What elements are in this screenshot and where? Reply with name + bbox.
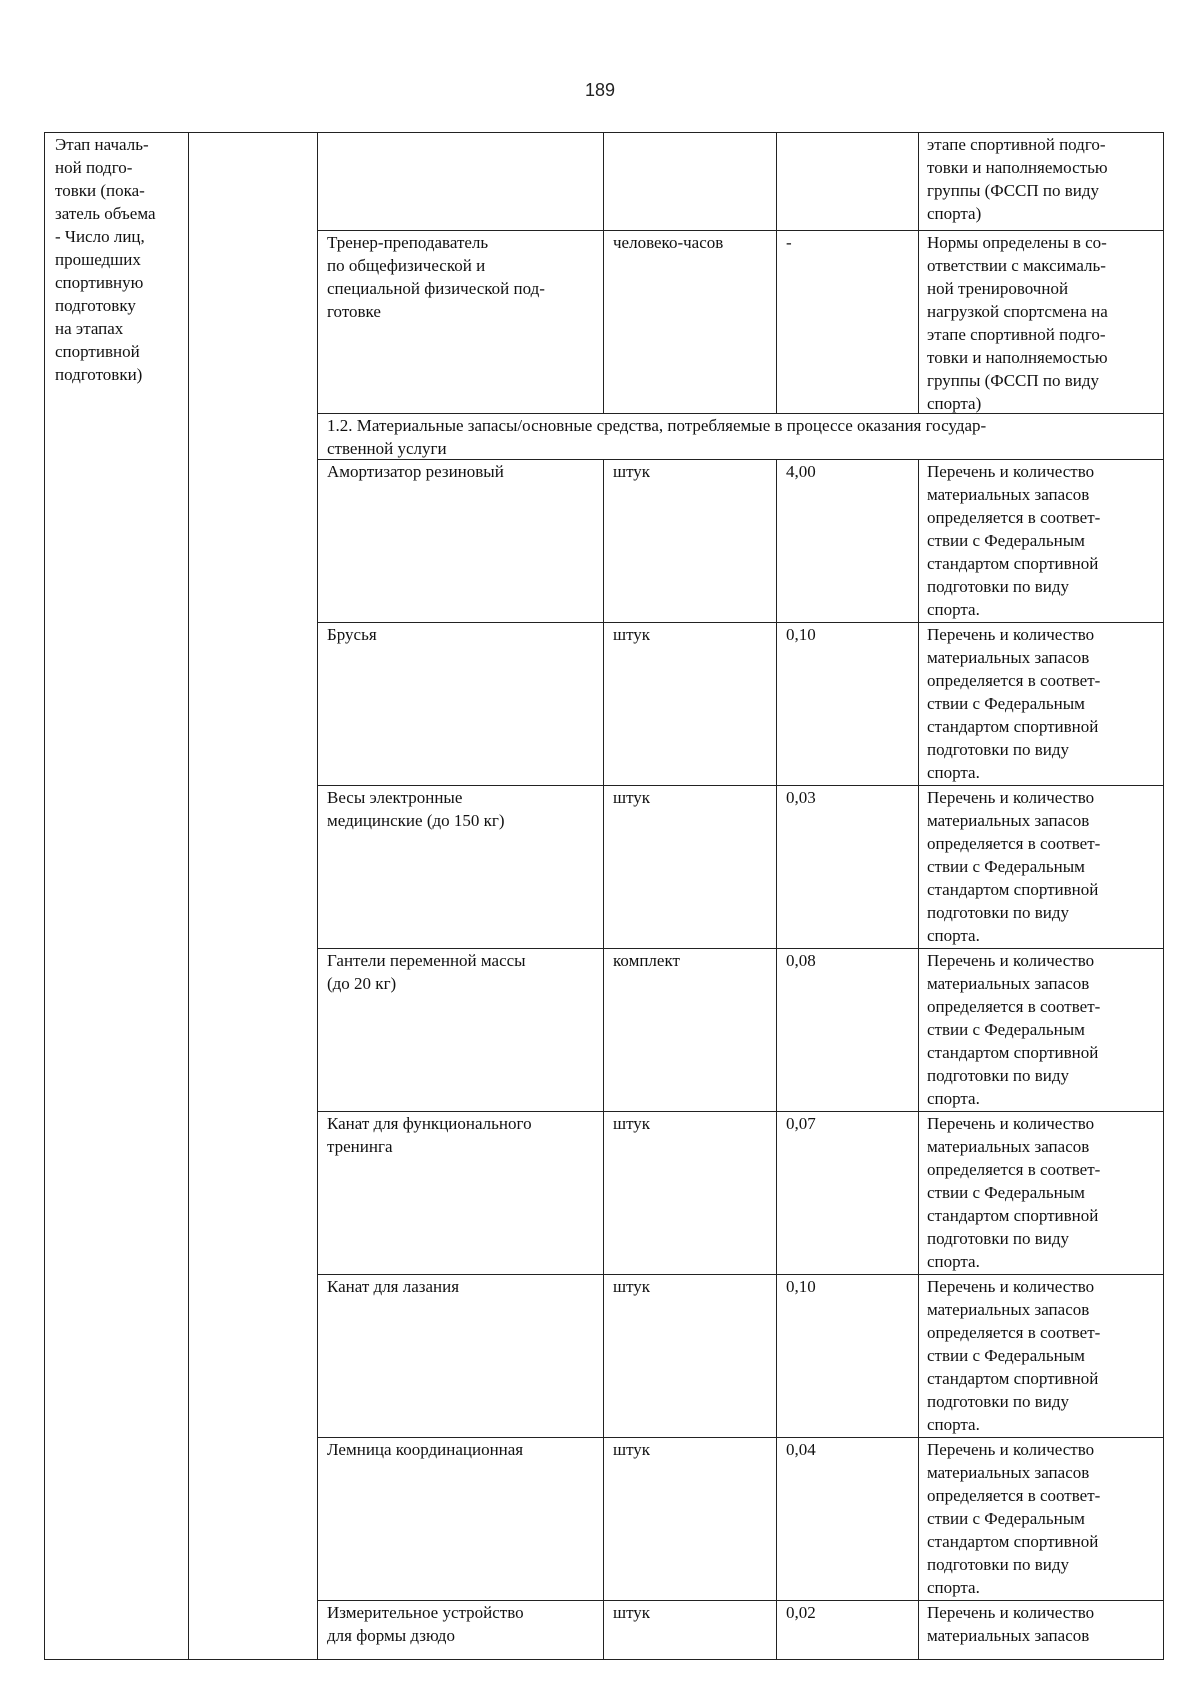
- item-note: Перечень и количество материальных запасов определяется в соответ- ствии с Федеральным стандартом спортивной подготовки по виду спорта.: [927, 951, 1101, 1108]
- item-name: Гантели переменной массы (до 20 кг): [327, 951, 526, 993]
- item-note: Перечень и количество материальных запасов определяется в соответ- ствии с Федеральным стандартом спортивной подготовки по виду спорта.: [927, 1440, 1101, 1597]
- item-unit: штук: [613, 1440, 651, 1459]
- item-note: Перечень и количество материальных запасов определяется в соответ- ствии с Федеральным стандартом спортивной подготовки по виду спорта.: [927, 462, 1101, 619]
- item-value: 0,10: [786, 1277, 816, 1296]
- column-divider: [918, 459, 919, 1659]
- item-note: Перечень и количество материальных запасов определяется в соответ- ствии с Федеральным стандартом спортивной подготовки по виду спорта.: [927, 788, 1101, 945]
- item-value: 0,08: [786, 951, 816, 970]
- page-number: 189: [584, 80, 616, 100]
- item-value: 0,02: [786, 1603, 816, 1622]
- column-divider: [776, 133, 777, 413]
- item-value: 0,03: [786, 788, 816, 807]
- item-note: Перечень и количество материальных запасов определяется в соответ- ствии с Федеральным стандартом спортивной подготовки по виду спорта.: [927, 1114, 1101, 1271]
- item-unit: штук: [613, 1277, 651, 1296]
- item-value: 0,07: [786, 1114, 816, 1133]
- item-name: Весы электронные медицинские (до 150 кг): [327, 788, 505, 830]
- item-value: 0,04: [786, 1440, 816, 1459]
- staff-name: Тренер-преподаватель по общефизической и специальной физической под- готовке: [327, 233, 545, 321]
- item-value: 4,00: [786, 462, 816, 481]
- item-name: Брусья: [327, 625, 377, 644]
- staff-unit: человеко-часов: [613, 233, 724, 252]
- item-name: Лемница координационная: [327, 1440, 524, 1459]
- item-unit: штук: [613, 1603, 651, 1622]
- item-name: Амортизатор резиновый: [327, 462, 504, 481]
- item-value: 0,10: [786, 625, 816, 644]
- column-divider: [603, 133, 604, 413]
- item-note: Перечень и количество материальных запасов: [927, 1603, 1095, 1645]
- item-unit: штук: [613, 625, 651, 644]
- stage-cell: Этап началь- ной подго- товки (пока- затель объема - Число лиц, прошедших спортивную подготовку на этапах спортивной подготовки): [55, 135, 156, 384]
- staff-value: -: [786, 233, 792, 252]
- staff-note: этапе спортивной подго- товки и наполняемостью группы (ФССП по виду спорта): [927, 135, 1108, 223]
- column-divider: [776, 459, 777, 1659]
- item-name: Канат для лазания: [327, 1277, 460, 1296]
- item-unit: штук: [613, 788, 651, 807]
- item-unit: штук: [613, 462, 651, 481]
- column-divider: [918, 133, 919, 413]
- norms-table: [44, 132, 1164, 1660]
- item-note: Перечень и количество материальных запасов определяется в соответ- ствии с Федеральным стандартом спортивной подготовки по виду спорта.: [927, 625, 1101, 782]
- column-divider: [603, 459, 604, 1659]
- section-heading: 1.2. Материальные запасы/основные средства, потребляемые в процессе оказания государ- ственной услуги: [327, 416, 987, 458]
- staff-note: Нормы определены в со- ответствии с максималь- ной тренировочной нагрузкой спортсмена на этапе спортивной подго- товки и наполняемостью группы (ФССП по виду спорта): [927, 233, 1108, 413]
- item-note: Перечень и количество материальных запасов определяется в соответ- ствии с Федеральным стандартом спортивной подготовки по виду спорта.: [927, 1277, 1101, 1434]
- item-unit: комплект: [613, 951, 680, 970]
- column-divider: [188, 133, 189, 1659]
- item-name: Канат для функционального тренинга: [327, 1114, 532, 1156]
- column-divider: [317, 133, 318, 1659]
- item-name: Измерительное устройство для формы дзюдо: [327, 1603, 524, 1645]
- item-unit: штук: [613, 1114, 651, 1133]
